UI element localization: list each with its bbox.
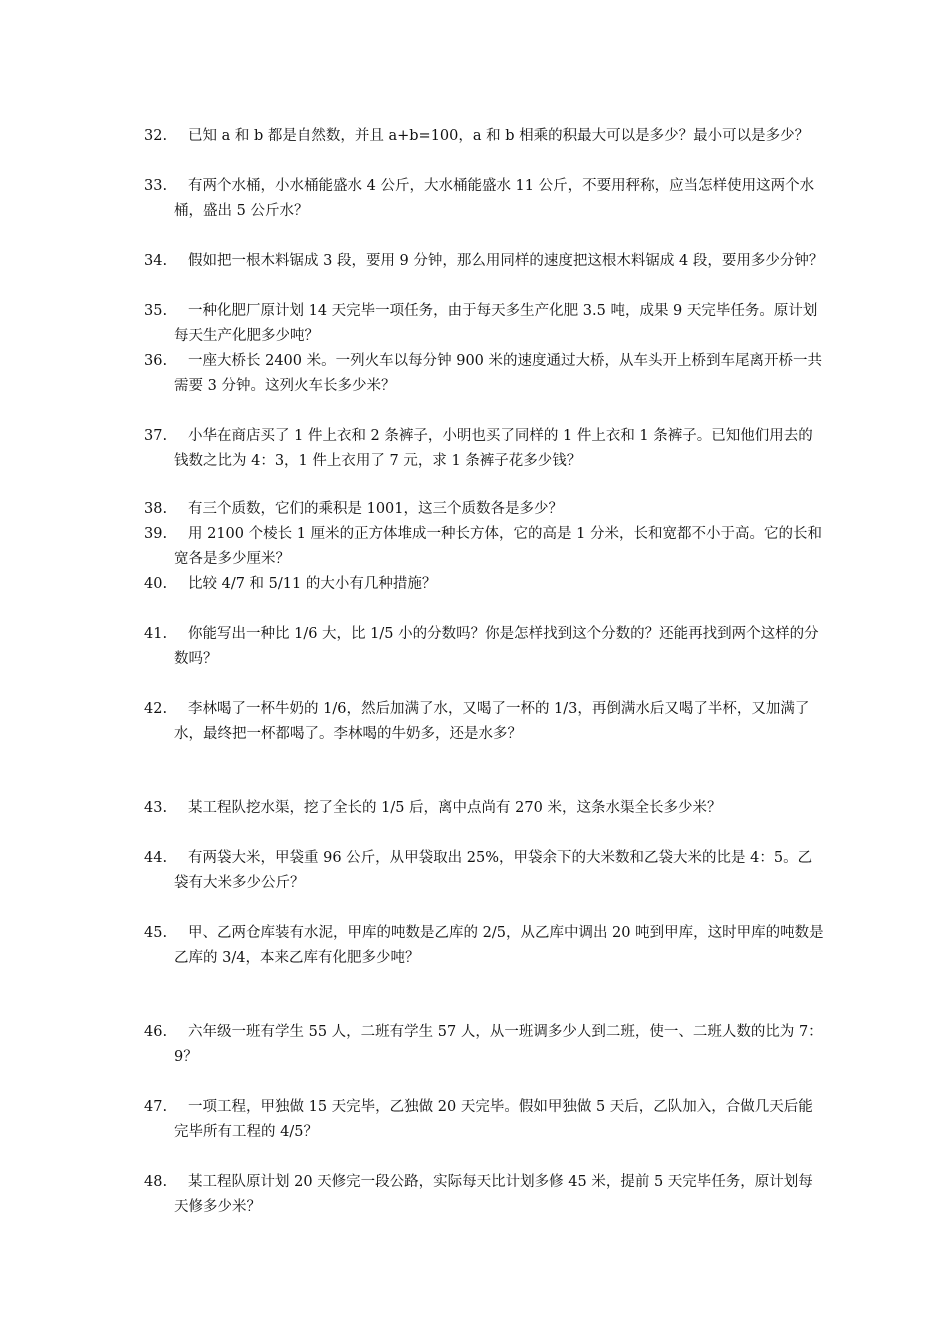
question-text: 某工程队原计划 20 天修完一段公路，实际每天比计划多修 45 米，提前 5 天完毕任务，原计划每天修多少米？ bbox=[174, 1174, 813, 1215]
question-35 bbox=[144, 299, 824, 349]
question-text: 六年级一班有学生 55 人，二班有学生 57 人，从一班调多少人到二班，使一、二班人数的比为 7：9？ bbox=[174, 1024, 823, 1065]
question-text: 用 2100 个棱长 1 厘米的正方体堆成一种长方体，它的高是 1 分米，长和宽都不小于高。它的长和宽各是多少厘米？ bbox=[174, 526, 823, 567]
question-text: 已知 a 和 b 都是自然数，并且 a+b=100，a 和 b 相乘的积最大可以是多少？最小可以是多少？ bbox=[188, 128, 810, 144]
question-36 bbox=[144, 349, 824, 399]
question-43 bbox=[144, 796, 824, 821]
question-number: 46. bbox=[144, 1024, 168, 1040]
question-45 bbox=[144, 921, 824, 971]
question-number: 45. bbox=[144, 925, 168, 941]
question-number: 44. bbox=[144, 850, 168, 866]
question-text: 甲、乙两仓库装有水泥，甲库的吨数是乙库的 2/5，从乙库中调出 20 吨到甲库，这时甲库的吨数是乙库的 3/4，本来乙库有化肥多少吨？ bbox=[174, 925, 824, 966]
question-text: 一座大桥长 2400 米。一列火车以每分钟 900 米的速度通过大桥，从车头开上桥到车尾离开桥一共需要 3 分钟。这列火车长多少米？ bbox=[174, 353, 823, 394]
question-42 bbox=[144, 697, 824, 747]
question-37 bbox=[144, 424, 824, 474]
question-number: 43. bbox=[144, 800, 168, 816]
question-39 bbox=[144, 522, 824, 572]
question-number: 35. bbox=[144, 303, 168, 319]
question-33 bbox=[144, 174, 824, 224]
question-text: 比较 4/7 和 5/11 的大小有几种措施？ bbox=[188, 576, 437, 592]
question-text: 一项工程，甲独做 15 天完毕，乙独做 20 天完毕。假如甲独做 5 天后，乙队加入，合做几天后能完毕所有工程的 4/5？ bbox=[174, 1099, 813, 1140]
question-number: 48. bbox=[144, 1174, 168, 1190]
question-40 bbox=[144, 572, 824, 597]
question-number: 37. bbox=[144, 428, 168, 444]
question-number: 32. bbox=[144, 128, 168, 144]
question-text: 李林喝了一杯牛奶的 1/6，然后加满了水，又喝了一杯的 1/3，再倒满水后又喝了半杯，又加满了水，最终把一杯都喝了。李林喝的牛奶多，还是水多？ bbox=[174, 701, 810, 742]
question-number: 40. bbox=[144, 576, 168, 592]
question-number: 36. bbox=[144, 353, 168, 369]
question-number: 38. bbox=[144, 501, 168, 517]
question-48 bbox=[144, 1170, 824, 1220]
question-text: 某工程队挖水渠，挖了全长的 1/5 后，离中点尚有 270 米，这条水渠全长多少米？ bbox=[188, 800, 722, 816]
question-38 bbox=[144, 497, 824, 522]
question-44 bbox=[144, 846, 824, 896]
question-text: 小华在商店买了 1 件上衣和 2 条裤子，小明也买了同样的 1 件上衣和 1 条裤子。已知他们用去的钱数之比为 4：3，1 件上衣用了 7 元，求 1 条裤子花多少钱？ bbox=[174, 428, 813, 469]
question-34 bbox=[144, 249, 824, 274]
question-text: 你能写出一种比 1/6 大，比 1/5 小的分数吗？你是怎样找到这个分数的？还能再找到两个这样的分数吗？ bbox=[174, 626, 819, 667]
question-46 bbox=[144, 1020, 824, 1070]
question-47 bbox=[144, 1095, 824, 1145]
question-text: 有三个质数，它们的乘积是 1001，这三个质数各是多少？ bbox=[188, 501, 564, 517]
question-number: 42. bbox=[144, 701, 168, 717]
question-number: 34. bbox=[144, 253, 168, 269]
question-text: 假如把一根木料锯成 3 段，要用 9 分钟，那么用同样的速度把这根木料锯成 4 段，要用多少分钟？ bbox=[188, 253, 824, 269]
question-41 bbox=[144, 622, 824, 672]
question-number: 47. bbox=[144, 1099, 168, 1115]
question-text: 有两袋大米，甲袋重 96 公斤，从甲袋取出 25%，甲袋余下的大米数和乙袋大米的比是 4：5。乙袋有大米多少公斤？ bbox=[174, 850, 813, 891]
question-32 bbox=[144, 124, 824, 149]
question-number: 39. bbox=[144, 526, 168, 542]
question-number: 33. bbox=[144, 178, 168, 194]
question-text: 一种化肥厂原计划 14 天完毕一项任务，由于每天多生产化肥 3.5 吨，成果 9 天完毕任务。原计划每天生产化肥多少吨？ bbox=[174, 303, 818, 344]
question-text: 有两个水桶，小水桶能盛水 4 公斤，大水桶能盛水 11 公斤，不要用秤称，应当怎样使用这两个水桶，盛出 5 公斤水？ bbox=[174, 178, 815, 219]
question-number: 41. bbox=[144, 626, 168, 642]
